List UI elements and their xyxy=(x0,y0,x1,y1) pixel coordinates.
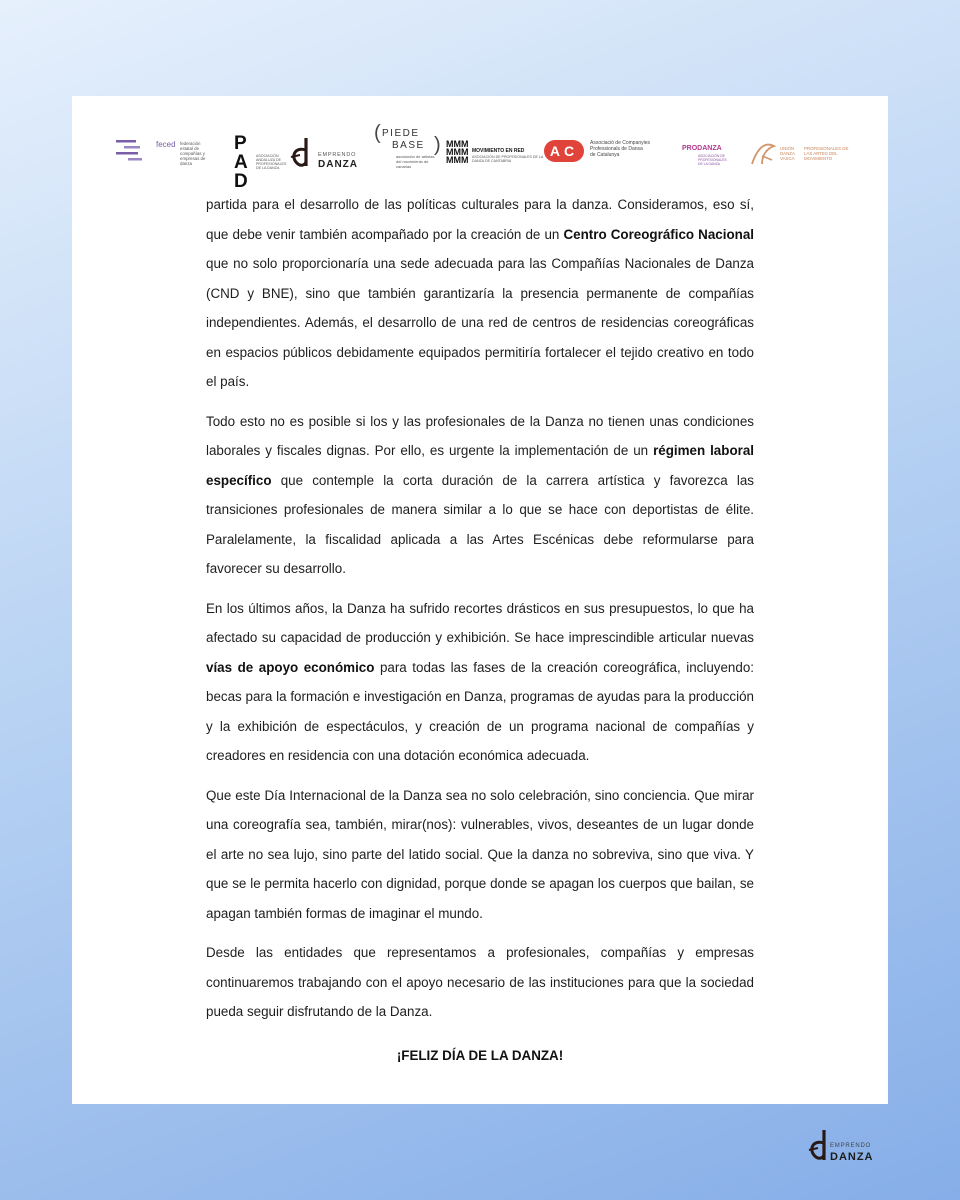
paragraph xyxy=(206,190,754,397)
movimiento-line1: MOVIMIENTO EN RED xyxy=(472,148,525,154)
paragraph-text: que no solo proporcionaría una sede adecuada para las Compañías Nacionales de Danza (CND y BNE), sino que también garantizaría la presencia permanente de compañías independientes. Además, el desarrollo de una red de centros de residencias coreográficas en espacios públicos debidamente equipados permitiría fortalecer el tejido creativo en todo el país. xyxy=(206,256,754,389)
footer-emprendo-danza-logo xyxy=(806,1124,886,1174)
paragraph-text: Desde las entidades que representamos a profesionales, compañías y empresas continuaremos trabajando con el apoyo necesario de las instituciones para que la sociedad pueda seguir disfrutando de la Danza. xyxy=(206,945,754,1019)
piedebase-line1: PIEDE xyxy=(382,128,420,139)
movimiento-en-red-logo xyxy=(446,124,546,184)
emprendo-line1: EMPRENDO xyxy=(318,152,357,158)
movimiento-line2: ASOCIACIÓN DE PROFESIONALES DE LA DANZA DE CANTABRIA xyxy=(472,155,544,163)
bracket-right-icon: ) xyxy=(434,134,441,156)
upd-logo xyxy=(748,124,852,184)
upd-name: UNIÓN DANZA VASCA xyxy=(780,146,795,161)
prodanza-caption: ASOCIACIÓN DE PROFESIONALES DE LA DANZA xyxy=(698,154,727,166)
apdc-line1: Associació de Companyies xyxy=(590,140,651,146)
paragraph-text: que contemple la corta duración de la carrera artística y favorezca las transiciones profesionales de manera similar a lo que se hace con deportistas de élite. Paralelamente, la fiscalidad aplicada a las Artes Escénicas debe reformularse para favorecer su desarrollo. xyxy=(206,472,754,576)
emprendo-danza-logo xyxy=(288,124,368,184)
apdc-logo xyxy=(544,124,660,184)
footer-line1: EMPRENDO xyxy=(830,1143,872,1149)
feced-mark-icon xyxy=(116,138,152,168)
apdc-mark xyxy=(544,140,584,162)
mmm-mark-icon: MMM MMM MMM xyxy=(446,139,469,165)
paragraph-text: Todo esto no es posible si los y las profesionales de la Danza no tienen unas condiciones laborales y fiscales dignas. Por ello, es urgente la implementación de un xyxy=(206,413,754,458)
paragraph-text: para todas las fases de la creación coreográfica, incluyendo: becas para la formación e investigación en Danza, programas de ayudas para la producción y la exhibición de espectáculos, y creación de un programa nacional de compañías y creadores en residencia con una dotación económica adecuada. xyxy=(206,659,754,763)
pad-name: PAD xyxy=(234,133,249,192)
apdc-mark-text: AC xyxy=(549,143,579,159)
feced-logo xyxy=(112,124,212,184)
paragraph xyxy=(206,781,754,929)
bold-phrase: Centro Coreográfico Nacional xyxy=(563,226,754,242)
apdc-line2: Professionals de Dansa xyxy=(590,146,643,152)
bracket-left-icon: ( xyxy=(374,122,381,144)
ed-monogram-icon xyxy=(288,136,314,172)
pad-caption: ASOCIACIÓN ANDALUZA DE PROFESIONALES DE LA DANZA xyxy=(256,154,287,170)
letter-body xyxy=(206,190,754,1037)
document-page xyxy=(72,96,888,1104)
bold-phrase: vías de apoyo económico xyxy=(206,659,375,675)
feced-caption: federación estatal de compañías y empresas de danza xyxy=(180,141,206,166)
piedebase-caption: asociación de artistas del movimiento de canarias xyxy=(396,154,435,169)
paragraph-text: Que este Día Internacional de la Danza sea no solo celebración, sino conciencia. Que mirar una coreografía sea, también, mirar(nos): vulnerables, vivos, deseantes de un lugar donde el arte no sea lujo, sino parte del latido social. Que la danza no sobreviva, sino que viva. Y que se le permita hacerlo con dignidad, porque donde se apagan los cuerpos que bailan, se apagan también formas de imaginar el mundo. xyxy=(206,787,754,921)
bold-phrase: régimen laboral específico xyxy=(206,443,754,488)
footer-line2: DANZA xyxy=(830,1151,874,1163)
dancer-figure-icon xyxy=(748,138,778,168)
logo-strip xyxy=(112,122,852,192)
apdc-line3: de Catalunya xyxy=(590,152,620,158)
prodanza-logo xyxy=(682,124,742,184)
prodanza-name: PRODANZA xyxy=(682,145,722,152)
piedebase-logo xyxy=(374,124,444,184)
feced-name: feced xyxy=(156,140,176,149)
paragraph xyxy=(206,594,754,771)
emprendo-line2: DANZA xyxy=(318,159,358,170)
paragraph xyxy=(206,938,754,1027)
pad-logo xyxy=(234,124,290,192)
footer-ed-monogram-icon xyxy=(806,1128,832,1166)
paragraph-text: partida para el desarrollo de las políticas culturales para la danza. Consideramos, eso sí, que debe venir también acompañado por la creación de un xyxy=(206,197,754,242)
paragraph xyxy=(206,407,754,584)
closing-line: ¡FELIZ DÍA DE LA DANZA! xyxy=(396,1048,564,1063)
piedebase-line2: BASE xyxy=(392,140,425,151)
upd-caption: PROFESIONALES DE LAS ARTES DEL MOVIMIENTO xyxy=(804,146,849,161)
paragraph-text: En los últimos años, la Danza ha sufrido recortes drásticos en sus presupuestos, lo que ha afectado su capacidad de producción y exhibición. Se hace imprescindible articular nuevas xyxy=(206,600,754,645)
